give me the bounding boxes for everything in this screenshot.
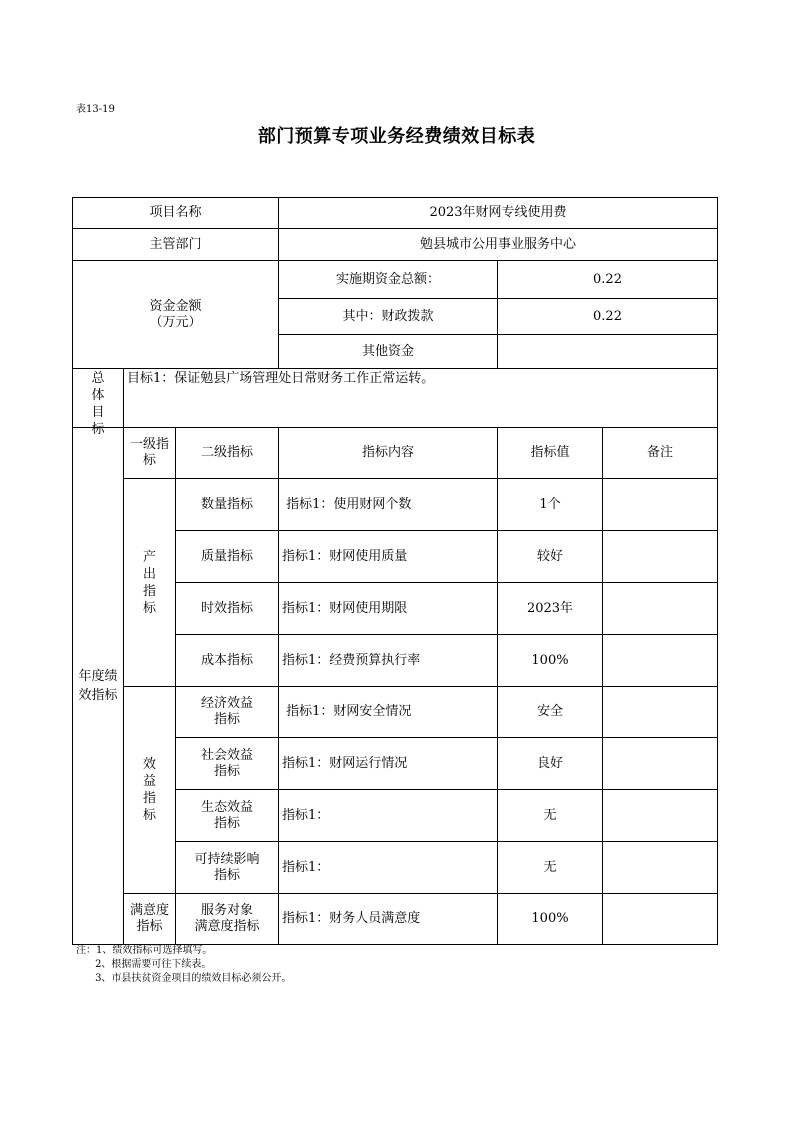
department-label: 主管部门 [73, 229, 279, 261]
table-row [73, 687, 718, 738]
department-row [73, 229, 718, 261]
benefit-indicator-label: 效益指标 [124, 687, 176, 894]
benefit-level2: 生态效益 指标 [176, 790, 279, 842]
benefit-value: 无 [498, 790, 603, 842]
table-number: 表13-19 [76, 104, 115, 115]
output-remark [603, 531, 718, 583]
benefit-remark [603, 738, 718, 790]
annual-indicator-label-text: 年度绩效指标 [78, 669, 118, 703]
benefit-content: 指标1： [279, 790, 498, 842]
funds-total-value: 0.22 [498, 261, 718, 299]
output-content: 指标1：财网使用质量 [279, 531, 498, 583]
funds-total-row [73, 261, 718, 299]
output-value: 100% [498, 635, 603, 687]
indicator-header-row [73, 428, 718, 479]
output-level2: 数量指标 [176, 479, 279, 531]
output-value: 较好 [498, 531, 603, 583]
satisfaction-indicator-label: 满意度 指标 [124, 894, 176, 945]
page-title: 部门预算专项业务经费绩效目标表 [257, 126, 536, 147]
funds-label [73, 261, 279, 369]
funds-fiscal-value: 0.22 [498, 299, 718, 335]
output-remark [603, 583, 718, 635]
footnotes [76, 944, 291, 986]
output-level2: 成本指标 [176, 635, 279, 687]
footnote-3: 3、市县扶贫资金项目的绩效目标必须公开。 [76, 973, 292, 984]
benefit-remark [603, 790, 718, 842]
funds-other-label: 其他资金 [279, 335, 498, 369]
annual-indicator-label [73, 428, 124, 945]
benefit-content: 指标1：财网安全情况 [279, 687, 498, 738]
satisfaction-remark [603, 894, 718, 945]
header-value: 指标值 [498, 428, 603, 479]
output-value: 1个 [498, 479, 603, 531]
satisfaction-value: 100% [498, 894, 603, 945]
output-value: 2023年 [498, 583, 603, 635]
department-value: 勉县城市公用事业服务中心 [279, 229, 718, 261]
funds-label-line2: （万元） [149, 314, 202, 330]
funds-total-label: 实施期资金总额： [279, 261, 498, 299]
header-content: 指标内容 [279, 428, 498, 479]
overall-goal-text: 目标1：保证勉县广场管理处日常财务工作正常运转。 [124, 369, 718, 428]
table-row [73, 894, 718, 945]
footnote-2: 2、根据需要可往下续表。 [76, 959, 212, 970]
overall-goal-label-text: 总体目标 [91, 371, 105, 437]
project-name-value: 2023年财网专线使用费 [279, 198, 718, 229]
output-content: 指标1：经费预算执行率 [279, 635, 498, 687]
funds-label-line1: 资金金额 [149, 298, 202, 314]
satisfaction-content: 指标1：财务人员满意度 [279, 894, 498, 945]
output-remark [603, 635, 718, 687]
output-content: 指标1：使用财网个数 [279, 479, 498, 531]
benefit-content: 指标1：财网运行情况 [279, 738, 498, 790]
table-row [73, 479, 718, 531]
funds-other-value [498, 335, 718, 369]
overall-goal-label [73, 369, 124, 437]
footnote-1: 注：1、绩效指标可选择填写。 [76, 945, 213, 956]
output-level2: 时效指标 [176, 583, 279, 635]
funds-fiscal-label: 其中：财政拨款 [279, 299, 498, 335]
output-level2: 质量指标 [176, 531, 279, 583]
header-level1: 一级指标 [124, 428, 176, 479]
project-name-row [73, 198, 718, 229]
overall-goal-row [73, 369, 718, 428]
satisfaction-level2: 服务对象 满意度指标 [176, 894, 279, 945]
benefit-remark [603, 687, 718, 738]
header-level2: 二级指标 [176, 428, 279, 479]
benefit-value: 安全 [498, 687, 603, 738]
output-content: 指标1：财网使用期限 [279, 583, 498, 635]
benefit-value: 良好 [498, 738, 603, 790]
benefit-level2: 社会效益 指标 [176, 738, 279, 790]
benefit-level2: 经济效益 指标 [176, 687, 279, 738]
performance-goal-table [72, 197, 718, 945]
header-remark: 备注 [603, 428, 718, 479]
benefit-value: 无 [498, 842, 603, 894]
benefit-remark [603, 842, 718, 894]
output-indicator-label: 产出指标 [124, 479, 176, 687]
benefit-content: 指标1： [279, 842, 498, 894]
output-remark [603, 479, 718, 531]
project-name-label: 项目名称 [73, 198, 279, 229]
benefit-level2: 可持续影响 指标 [176, 842, 279, 894]
